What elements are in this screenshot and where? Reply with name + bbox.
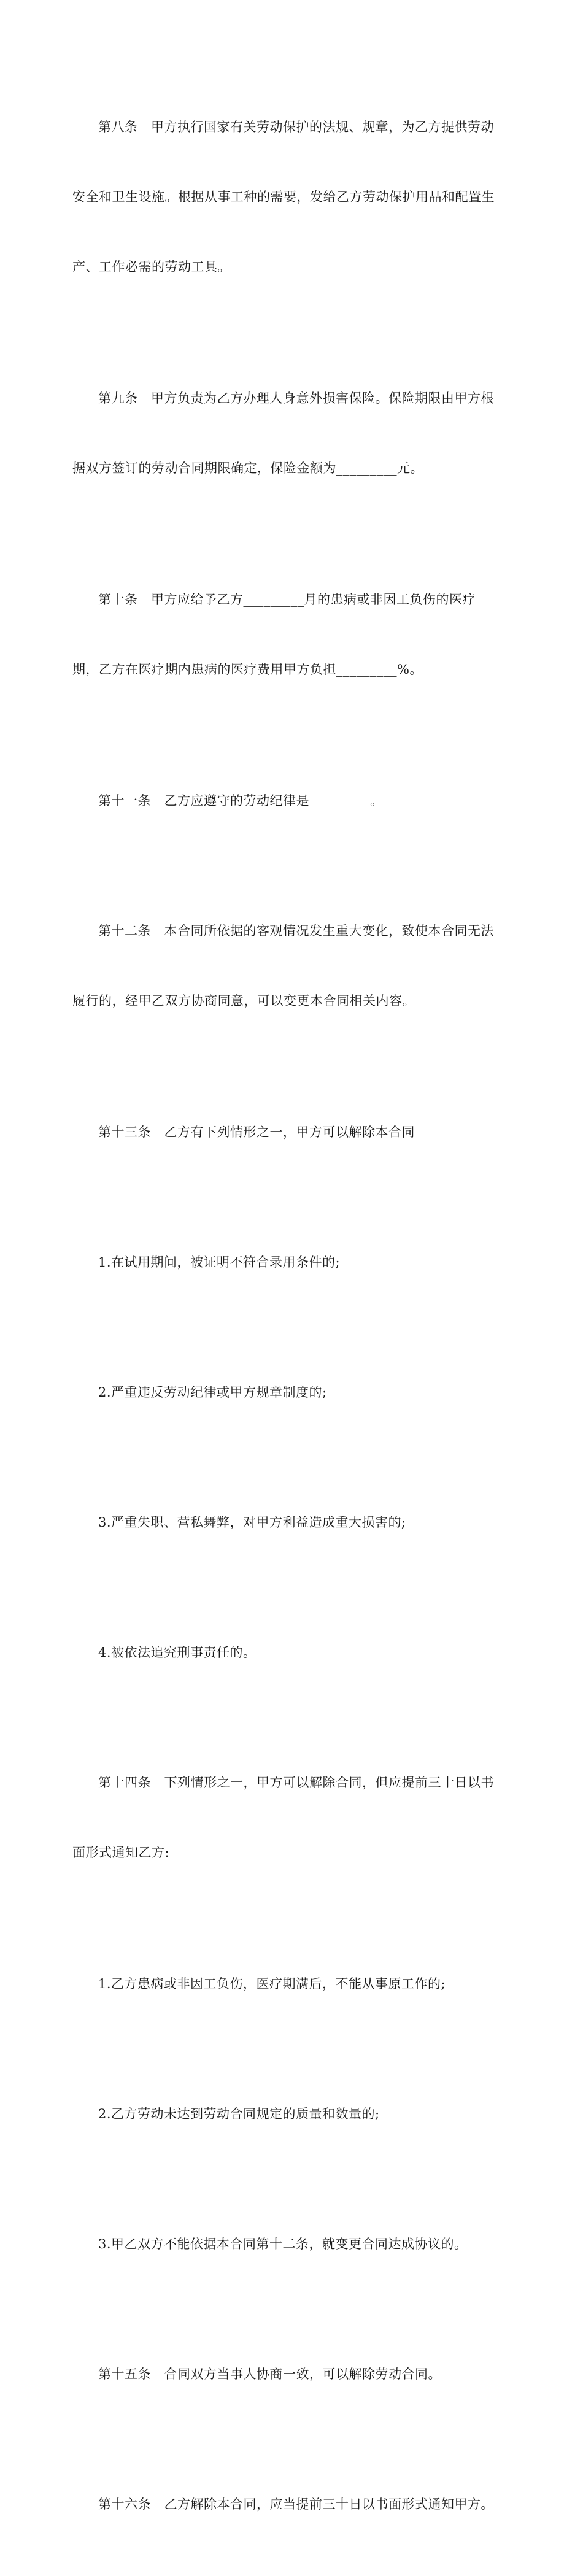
text-line: 第十一条 乙方应遵守的劳动纪律是_________。 (98, 793, 384, 808)
article-15 (72, 2316, 512, 2432)
text-line: 期，乙方在医疗期内患病的医疗费用甲方负担_________%。 (72, 662, 423, 677)
text-line: 4.被依法追究刑事责任的。 (98, 1645, 257, 1660)
text-line: 2.严重违反劳动纪律或甲方规章制度的; (98, 1385, 327, 1400)
list-item (72, 1594, 512, 1711)
text-line: 第十条 甲方应给予乙方_________月的患病或非因工负伤的医疗 (98, 592, 476, 607)
list-item (72, 2056, 512, 2172)
text-line: 面形式通知乙方: (72, 1845, 170, 1860)
list-item (72, 1464, 512, 1581)
article-8 (72, 69, 512, 325)
article-9 (72, 340, 512, 526)
article-14 (72, 1724, 512, 1911)
article-12 (72, 873, 512, 1059)
list-item (72, 1334, 512, 1451)
text-line: 3.严重失职、营私舞弊，对甲方利益造成重大损害的; (98, 1515, 406, 1530)
text-line: 据双方签订的劳动合同期限确定，保险金额为_________元。 (72, 461, 423, 476)
text-line: 第十五条 合同双方当事人协商一致，可以解除劳动合同。 (98, 2367, 442, 2381)
text-line: 1.在试用期间，被证明不符合录用条件的; (98, 1255, 341, 1270)
article-16 (72, 2446, 512, 2563)
text-line: 安全和卫生设施。根据从事工种的需要，发给乙方劳动保护用品和配置生 (72, 190, 495, 204)
article-10 (72, 541, 512, 728)
text-line: 第十二条 本合同所依据的客观情况发生重大变化，致使本合同无法 (98, 924, 495, 938)
text-line: 第十三条 乙方有下列情形之一，甲方可以解除本合同 (98, 1125, 415, 1140)
text-line: 第十四条 下列情形之一，甲方可以解除合同，但应提前三十日以书 (98, 1775, 495, 1790)
document-page (72, 69, 512, 2576)
text-line: 第八条 甲方执行国家有关劳动保护的法规、规章，为乙方提供劳动 (98, 120, 495, 134)
text-line: 2.乙方劳动未达到劳动合同规定的质量和数量的; (98, 2107, 380, 2121)
text-line: 1.乙方患病或非因工负伤，医疗期满后，不能从事原工作的; (98, 1976, 446, 1991)
list-item (72, 1926, 512, 2042)
list-item (72, 2186, 512, 2302)
text-line: 第九条 甲方负责为乙方办理人身意外损害保险。保险期限由甲方根 (98, 391, 495, 406)
list-item (72, 1204, 512, 1321)
text-line: 履行的，经甲乙双方协商同意，可以变更本合同相关内容。 (72, 993, 415, 1008)
text-line: 第十六条 乙方解除本合同，应当提前三十日以书面形式通知甲方。 (98, 2497, 495, 2512)
text-line: 产、工作必需的劳动工具。 (72, 260, 231, 274)
article-11 (72, 742, 512, 859)
text-line: 3.甲乙双方不能依据本合同第十二条，就变更合同达成协议的。 (98, 2237, 468, 2251)
article-13 (72, 1074, 512, 1190)
